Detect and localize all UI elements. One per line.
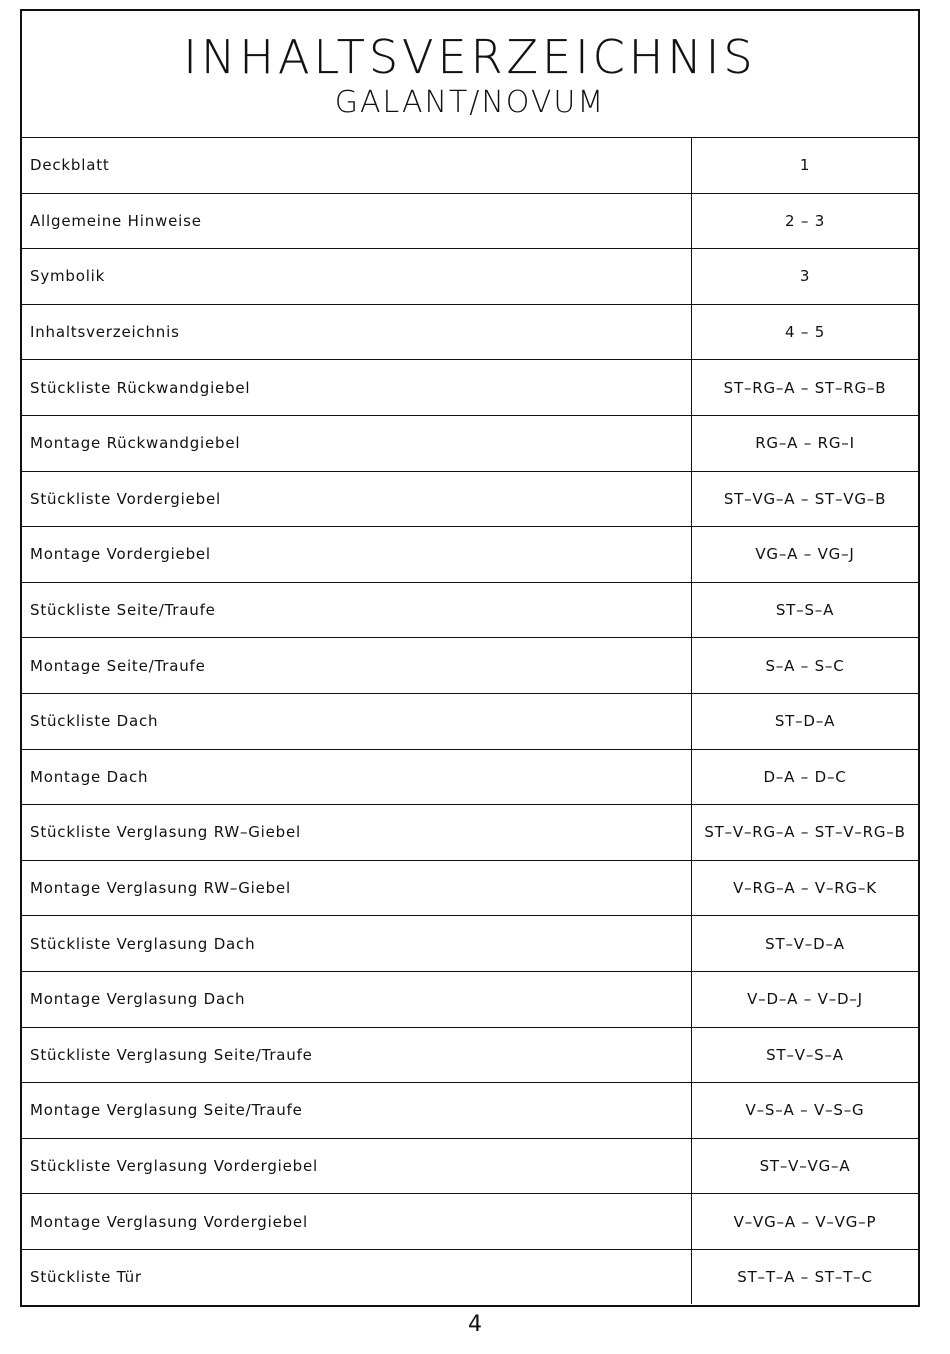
toc-entry-name: Montage Rückwandgiebel	[22, 415, 692, 471]
toc-entry-pages: ST–S–A	[692, 582, 919, 638]
toc-row	[22, 527, 918, 583]
toc-entry-pages: 1	[692, 138, 919, 193]
toc-entry-pages: ST–V–VG–A	[692, 1138, 919, 1194]
document-title: INHALTSVERZEICHNIS	[183, 30, 757, 84]
toc-entry-pages: ST–RG–A – ST–RG–B	[692, 360, 919, 416]
toc-entry-pages: ST–V–D–A	[692, 916, 919, 972]
toc-entry-name: Stückliste Verglasung Dach	[22, 916, 692, 972]
toc-row	[22, 749, 918, 805]
toc-entry-pages: ST–V–S–A	[692, 1027, 919, 1083]
toc-entry-pages: 3	[692, 249, 919, 305]
toc-entry-pages: 2 – 3	[692, 193, 919, 249]
toc-entry-name: Montage Verglasung RW–Giebel	[22, 860, 692, 916]
toc-entry-pages: V–S–A – V–S–G	[692, 1083, 919, 1139]
toc-row	[22, 916, 918, 972]
toc-entry-name: Stückliste Verglasung RW–Giebel	[22, 805, 692, 861]
toc-entry-name: Montage Verglasung Dach	[22, 971, 692, 1027]
toc-entry-pages: VG–A – VG–J	[692, 527, 919, 583]
toc-row	[22, 1083, 918, 1139]
toc-entry-name: Stückliste Seite/Traufe	[22, 582, 692, 638]
toc-entry-name: Stückliste Vordergiebel	[22, 471, 692, 527]
toc-entry-pages: V–D–A – V–D–J	[692, 971, 919, 1027]
toc-entry-name: Symbolik	[22, 249, 692, 305]
toc-entry-name: Stückliste Dach	[22, 693, 692, 749]
toc-row	[22, 249, 918, 305]
toc-entry-name: Montage Verglasung Seite/Traufe	[22, 1083, 692, 1139]
toc-row	[22, 1138, 918, 1194]
toc-entry-name: Stückliste Rückwandgiebel	[22, 360, 692, 416]
document-sheet	[20, 9, 920, 1307]
toc-entry-name: Montage Verglasung Vordergiebel	[22, 1194, 692, 1250]
toc-entry-name: Montage Seite/Traufe	[22, 638, 692, 694]
toc-entry-pages: ST–V–RG–A – ST–V–RG–B	[692, 805, 919, 861]
toc-entry-name: Allgemeine Hinweise	[22, 193, 692, 249]
toc-entry-name: Inhaltsverzeichnis	[22, 304, 692, 360]
toc-row	[22, 471, 918, 527]
toc-row	[22, 193, 918, 249]
toc-row	[22, 360, 918, 416]
toc-entry-name: Stückliste Verglasung Seite/Traufe	[22, 1027, 692, 1083]
toc-row	[22, 805, 918, 861]
table-of-contents	[22, 138, 918, 1304]
document-header	[22, 11, 918, 138]
document-subtitle: GALANT/NOVUM	[334, 85, 606, 120]
toc-entry-pages: V–VG–A – V–VG–P	[692, 1194, 919, 1250]
page-number: 4	[468, 1312, 482, 1337]
toc-entry-pages: RG–A – RG–I	[692, 415, 919, 471]
toc-entry-pages: ST–T–A – ST–T–C	[692, 1249, 919, 1304]
toc-entry-pages: 4 – 5	[692, 304, 919, 360]
toc-entry-pages: ST–D–A	[692, 693, 919, 749]
toc-row	[22, 582, 918, 638]
toc-entry-pages: ST–VG–A – ST–VG–B	[692, 471, 919, 527]
toc-body	[22, 138, 918, 1304]
toc-row	[22, 415, 918, 471]
toc-entry-pages: S–A – S–C	[692, 638, 919, 694]
toc-row	[22, 138, 918, 193]
toc-entry-name: Montage Dach	[22, 749, 692, 805]
toc-entry-name: Stückliste Tür	[30, 1268, 142, 1287]
toc-row	[22, 1194, 918, 1250]
toc-entry-pages: D–A – D–C	[692, 749, 919, 805]
toc-row	[22, 860, 918, 916]
toc-entry-name: Stückliste Verglasung Vordergiebel	[22, 1138, 692, 1194]
toc-row	[22, 1249, 918, 1304]
toc-entry-pages: V–RG–A – V–RG–K	[692, 860, 919, 916]
toc-row	[22, 971, 918, 1027]
toc-row	[22, 693, 918, 749]
toc-row	[22, 638, 918, 694]
toc-row	[22, 1027, 918, 1083]
toc-entry-name: Montage Vordergiebel	[22, 527, 692, 583]
toc-row	[22, 304, 918, 360]
toc-entry-name: Deckblatt	[22, 138, 692, 193]
